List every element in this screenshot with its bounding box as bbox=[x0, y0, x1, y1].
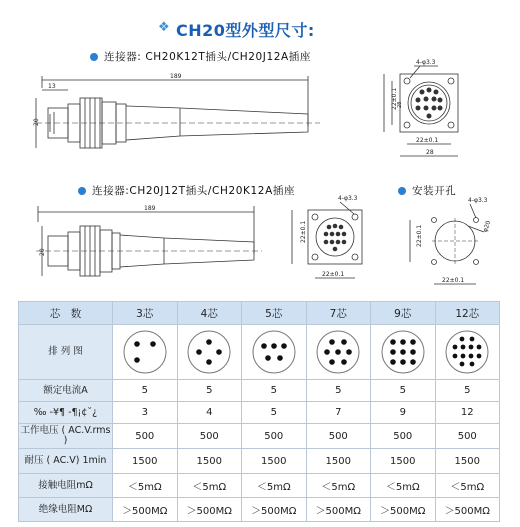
pin-dot bbox=[469, 354, 474, 359]
table-header-cell: 12芯 bbox=[435, 302, 500, 325]
dim-22-d: 22±0.1 bbox=[322, 271, 345, 278]
table-cell: ＜5mΩ bbox=[306, 474, 371, 498]
pin-layout-9 bbox=[380, 329, 426, 375]
pin-dot bbox=[206, 359, 212, 365]
row-label: 绝缘电阻MΩ bbox=[19, 498, 113, 522]
pin-dot bbox=[150, 341, 156, 347]
pin-dot bbox=[261, 343, 267, 349]
connector-outline bbox=[253, 331, 295, 373]
dim-20-middle: 20 bbox=[39, 248, 46, 256]
row-label: ‰ -¥¶ -¶¡¢˘¿ bbox=[19, 402, 113, 424]
table-header-cell: 5芯 bbox=[242, 302, 307, 325]
connector-outline bbox=[446, 331, 488, 373]
table-header-cell: 3芯 bbox=[113, 302, 178, 325]
pin-dot bbox=[453, 354, 458, 359]
table-cell: 4 bbox=[177, 402, 242, 424]
table-cell: 1500 bbox=[371, 449, 436, 474]
section-install-hole-label: 安装开孔 bbox=[412, 185, 457, 197]
pin-pattern-label: 排 列 图 bbox=[19, 325, 113, 380]
table-cell: 5 bbox=[306, 380, 371, 402]
pin-dot bbox=[477, 345, 482, 350]
pin-dot bbox=[477, 354, 482, 359]
pin-dot bbox=[390, 339, 396, 345]
dim-22-e: 22±0.1 bbox=[416, 224, 423, 247]
pin-dot bbox=[281, 343, 287, 349]
section-plug-k12t bbox=[90, 49, 311, 64]
table-cell: 5 bbox=[113, 380, 178, 402]
table-cell: ＜5mΩ bbox=[113, 474, 178, 498]
table-cell: 7 bbox=[306, 402, 371, 424]
bullet-icon bbox=[90, 53, 98, 61]
pin-dot bbox=[329, 339, 335, 345]
table-row bbox=[19, 380, 500, 402]
table-cell: ＞500MΩ bbox=[371, 498, 436, 522]
table-header-cell: 9芯 bbox=[371, 302, 436, 325]
table-cell: ＞500MΩ bbox=[306, 498, 371, 522]
table-header-cell: 7芯 bbox=[306, 302, 371, 325]
pin-dot bbox=[410, 339, 416, 345]
table-cell: 5 bbox=[177, 380, 242, 402]
pin-dot bbox=[400, 359, 406, 365]
table-cell: 1500 bbox=[435, 449, 500, 474]
plug-drawing-top bbox=[30, 66, 330, 158]
pin-dot bbox=[400, 339, 406, 345]
page-title: CH20型外型尺寸: bbox=[176, 21, 315, 40]
pin-dot bbox=[216, 349, 222, 355]
bullet-icon bbox=[78, 187, 86, 195]
socket-front-drawing-middle bbox=[284, 192, 384, 292]
dim-hole-c: 4-φ3.3 bbox=[468, 197, 488, 204]
pin-dot bbox=[390, 349, 396, 355]
pin-dot bbox=[271, 343, 277, 349]
table-header-cell: 4芯 bbox=[177, 302, 242, 325]
pin-pattern-cell bbox=[371, 325, 436, 380]
pin-dot bbox=[470, 337, 475, 342]
table-cell: 1500 bbox=[306, 449, 371, 474]
table-cell: 5 bbox=[435, 380, 500, 402]
dim-22-b: 22±0.1 bbox=[416, 137, 439, 144]
pin-pattern-row bbox=[19, 325, 500, 380]
pin-dot bbox=[470, 362, 475, 367]
table-cell: 500 bbox=[177, 424, 242, 449]
pin-dot bbox=[461, 354, 466, 359]
table-cell: 500 bbox=[113, 424, 178, 449]
section-plug-j12t bbox=[78, 183, 295, 198]
table-cell: 1500 bbox=[177, 449, 242, 474]
pin-dot bbox=[410, 349, 416, 355]
pin-dot bbox=[453, 345, 458, 350]
table-cell: ＜5mΩ bbox=[435, 474, 500, 498]
pin-dot bbox=[196, 349, 202, 355]
pin-layout-5 bbox=[251, 329, 297, 375]
table-cell: ＞500MΩ bbox=[113, 498, 178, 522]
pin-pattern-cell bbox=[306, 325, 371, 380]
pin-layout-3 bbox=[122, 329, 168, 375]
dim-28-b: 28 bbox=[426, 149, 434, 156]
table-row bbox=[19, 498, 500, 522]
table-row bbox=[19, 474, 500, 498]
row-label: 接触电阻mΩ bbox=[19, 474, 113, 498]
pin-dot bbox=[324, 349, 330, 355]
table-cell: ＞500MΩ bbox=[177, 498, 242, 522]
table-cell: 500 bbox=[435, 424, 500, 449]
table-header-cell: 芯 数 bbox=[19, 302, 113, 325]
dim-13: 13 bbox=[48, 83, 56, 90]
table-row bbox=[19, 424, 500, 449]
pin-dot bbox=[460, 337, 465, 342]
row-label: 工作电压 ( AC.V.rms ) bbox=[19, 424, 113, 449]
pin-dot bbox=[410, 359, 416, 365]
pin-dot bbox=[134, 341, 140, 347]
table-cell: ＜5mΩ bbox=[242, 474, 307, 498]
table-row bbox=[19, 449, 500, 474]
pin-dot bbox=[390, 359, 396, 365]
socket-front-drawing bbox=[380, 56, 500, 168]
table-cell: 5 bbox=[371, 380, 436, 402]
table-cell: 500 bbox=[242, 424, 307, 449]
connector-outline bbox=[124, 331, 166, 373]
spec-table bbox=[18, 301, 500, 522]
dim-189-top: 189 bbox=[170, 73, 182, 80]
dim-hole-20: φ20 bbox=[481, 219, 493, 234]
dim-hole-a: 4-φ3.3 bbox=[416, 59, 436, 66]
pin-dot bbox=[329, 359, 335, 365]
pin-pattern-cell bbox=[242, 325, 307, 380]
table-cell: 5 bbox=[242, 402, 307, 424]
table-cell: 1500 bbox=[113, 449, 178, 474]
section-plug-j12t-label: 连接器:CH20J12T插头/CH20K12A插座 bbox=[92, 185, 296, 197]
dim-189-middle: 189 bbox=[144, 205, 156, 212]
install-hole-drawing bbox=[398, 194, 508, 296]
pin-dot bbox=[461, 345, 466, 350]
pin-dot bbox=[277, 355, 283, 361]
diamond-icon: ❖ bbox=[158, 20, 170, 35]
dim-22-c: 22±0.1 bbox=[300, 220, 307, 243]
section-plug-k12t-label: 连接器: CH20K12T插头/CH20J12A插座 bbox=[104, 51, 311, 63]
plug-drawing-middle bbox=[34, 198, 264, 288]
table-header-row bbox=[19, 302, 500, 325]
pin-dot bbox=[341, 339, 347, 345]
pin-pattern-cell bbox=[113, 325, 178, 380]
pin-pattern-cell bbox=[177, 325, 242, 380]
table-cell: 3 bbox=[113, 402, 178, 424]
table-cell: ＞500MΩ bbox=[242, 498, 307, 522]
pin-dot bbox=[460, 362, 465, 367]
table-cell: 9 bbox=[371, 402, 436, 424]
dim-28-a: 28 bbox=[397, 101, 403, 108]
pin-dot bbox=[265, 355, 271, 361]
dim-hole-b: 4-φ3.3 bbox=[338, 195, 358, 202]
row-label: 耐压 ( AC.V) 1min bbox=[19, 449, 113, 474]
dim-20-top: 20 bbox=[33, 118, 40, 126]
row-label: 额定电流A bbox=[19, 380, 113, 402]
dim-22-a: 22±0.1 bbox=[391, 87, 398, 110]
pin-dot bbox=[335, 349, 341, 355]
pin-dot bbox=[400, 349, 406, 355]
pin-dot bbox=[134, 357, 140, 363]
dim-22-f: 22±0.1 bbox=[442, 277, 465, 284]
table-row bbox=[19, 402, 500, 424]
pin-layout-7 bbox=[315, 329, 361, 375]
table-cell: 1500 bbox=[242, 449, 307, 474]
pin-dot bbox=[341, 359, 347, 365]
pin-dot bbox=[469, 345, 474, 350]
pin-dot bbox=[206, 339, 212, 345]
pin-layout-4 bbox=[186, 329, 232, 375]
table-cell: 5 bbox=[242, 380, 307, 402]
table-cell: ＜5mΩ bbox=[177, 474, 242, 498]
pin-layout-12 bbox=[444, 329, 490, 375]
table-cell: ＜5mΩ bbox=[371, 474, 436, 498]
pin-pattern-cell bbox=[435, 325, 500, 380]
table-cell: 500 bbox=[306, 424, 371, 449]
table-cell: 500 bbox=[371, 424, 436, 449]
table-cell: 12 bbox=[435, 402, 500, 424]
pin-dot bbox=[346, 349, 352, 355]
connector-outline bbox=[188, 331, 230, 373]
table-cell: ＞500MΩ bbox=[435, 498, 500, 522]
